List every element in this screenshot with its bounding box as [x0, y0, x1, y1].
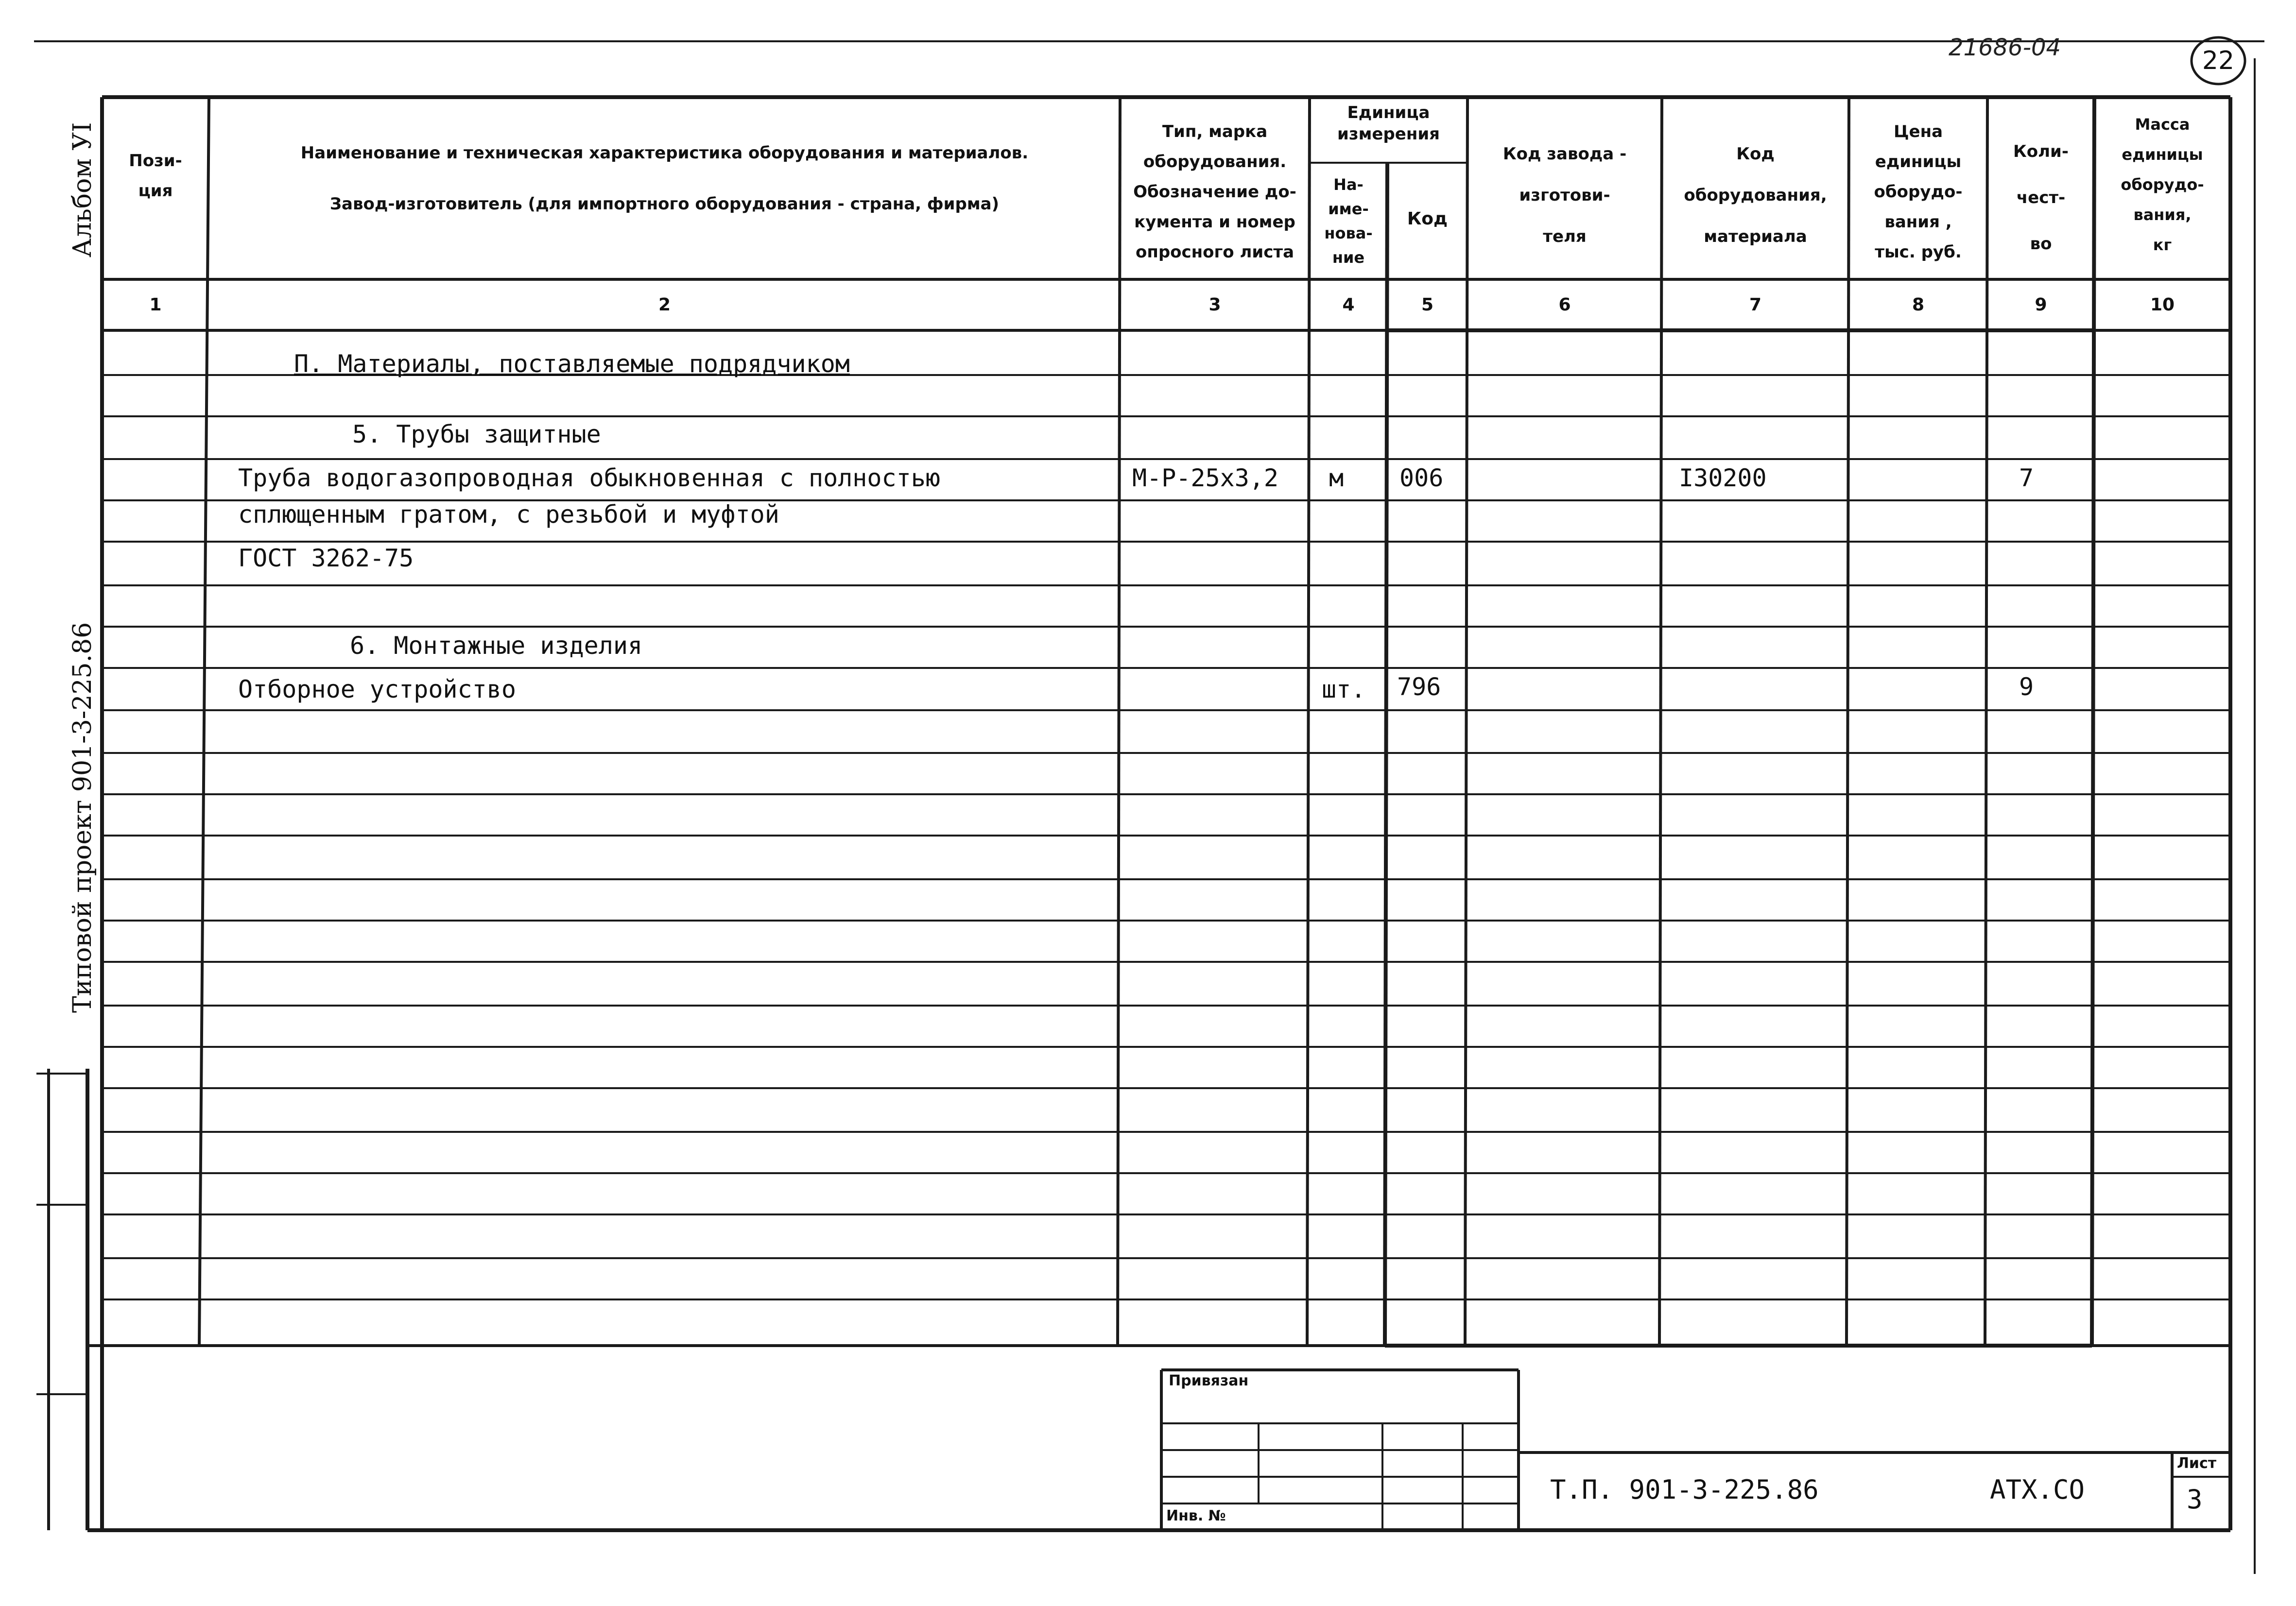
column-number: 8 — [1912, 295, 1925, 315]
column-number: 4 — [1342, 295, 1355, 315]
subsection-6-title: 6. Монтажные изделия — [350, 632, 643, 660]
header-name-line1: Наименование и техническая характеристика оборудования и материалов. — [300, 143, 1029, 163]
document-mark: АТХ.СО — [1990, 1474, 2085, 1505]
archive-number: 21686-04 — [1949, 34, 2061, 61]
col-divider-3 — [1307, 97, 1310, 1346]
section-title: П. Материалы, поставляемые подрядчиком — [294, 350, 850, 378]
sheet-number: 3 — [2187, 1484, 2203, 1515]
header-quantity: Коли- чест- во — [2013, 142, 2069, 254]
header-unit: Единица измерения — [1337, 103, 1440, 144]
page-circle-number: 22 — [2202, 46, 2235, 75]
item-1-name-line3: ГОСТ 3262-75 — [238, 544, 414, 572]
item-1-type: М-Р-25х3,2 — [1132, 464, 1279, 492]
col-divider-4 — [1385, 163, 1387, 1346]
subsection-5-title: 5. Трубы защитные — [352, 420, 601, 448]
header-type-mark: Тип, марка оборудования. Обозначение до- кумента и номер опросного листа — [1133, 122, 1296, 262]
header-position: Пози- ция — [129, 151, 182, 201]
item-2-unit-code: 796 — [1397, 673, 1441, 701]
item-1-unit-name: м — [1329, 464, 1344, 492]
item-1-quantity: 7 — [2019, 464, 2034, 492]
item-1-name-line1: Труба водогазопроводная обыкновенная с полностью — [238, 464, 940, 492]
left-margin-strip — [36, 1069, 87, 1530]
item-2-quantity: 9 — [2019, 673, 2034, 701]
album-label: Альбом УI — [68, 122, 97, 257]
inventory-number-label: Инв. № — [1166, 1507, 1226, 1524]
header-factory-code: Код завода - изготови- теля — [1502, 144, 1627, 246]
column-number: 1 — [149, 295, 162, 315]
document-code: Т.П. 901-3-225.86 — [1550, 1474, 1819, 1505]
column-number: 6 — [1558, 295, 1571, 315]
item-2-name: Отборное устройство — [238, 675, 516, 703]
item-2-unit-name: шт. — [1322, 675, 1366, 703]
header-equipment-code: Код оборудования, материала — [1684, 144, 1827, 246]
col-divider-9 — [2092, 97, 2094, 1346]
sheet-label: Лист — [2177, 1455, 2217, 1472]
column-number: 3 — [1208, 295, 1221, 315]
column-number: 7 — [1749, 295, 1762, 315]
header-price: Цена единицы оборудо- вания , тыс. руб. — [1874, 122, 1963, 262]
column-number: 2 — [658, 295, 671, 315]
item-1-name-line2: сплющенным гратом, с резьбой и муфтой — [238, 500, 779, 529]
privyazan-block — [1161, 1370, 1519, 1530]
col-divider-2 — [1118, 97, 1120, 1346]
privyazan-label: Привязан — [1169, 1372, 1249, 1389]
header-name-line2: Завод-изготовитель (для импортного оборудования - страна, фирма) — [329, 194, 1000, 214]
column-number: 10 — [2150, 295, 2175, 315]
header-unit-name: На- име- нова- ние — [1324, 175, 1373, 267]
col-divider-8 — [1985, 97, 1987, 1346]
column-number: 9 — [2035, 295, 2047, 315]
header-unit-code: Код — [1407, 209, 1448, 229]
col-divider-5 — [1465, 97, 1467, 1346]
col-divider-6 — [1659, 97, 1662, 1346]
header-mass: Масса единицы оборудо- вания, кг — [2121, 115, 2204, 254]
item-1-unit-code: 006 — [1399, 464, 1444, 492]
col-divider-7 — [1847, 97, 1849, 1346]
project-label: Типовой проект 901-3-225.86 — [68, 622, 97, 1013]
item-1-equipment-code: I30200 — [1679, 464, 1767, 492]
column-number: 5 — [1421, 295, 1434, 315]
